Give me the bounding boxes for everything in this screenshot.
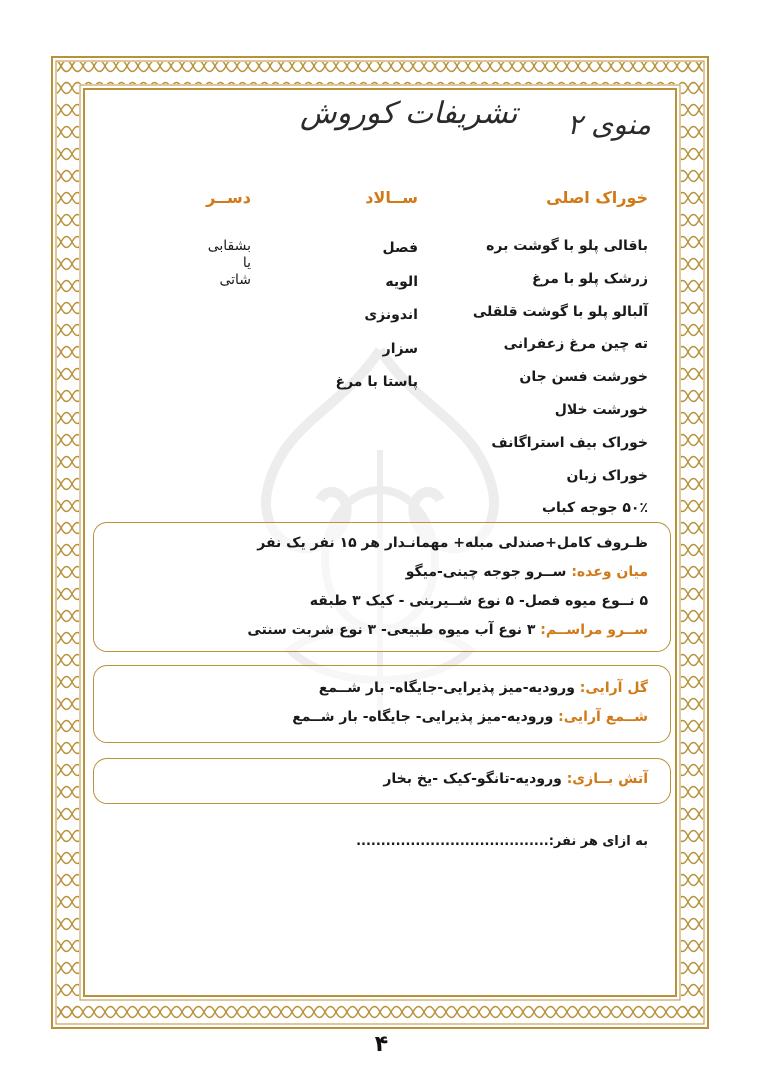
list-item: الویه — [385, 273, 418, 290]
list-item: یا — [242, 255, 251, 271]
fireworks-value: ورودیه-تانگو-کیک -یخ بخار — [383, 771, 567, 787]
list-item: ۵۰٪ جوجه کباب — [541, 500, 648, 517]
snack-line — [104, 558, 648, 587]
candle-value: ورودیه-میز پذیرایی- جایگاه- بار شــمع — [292, 709, 559, 725]
decoration-box — [93, 665, 671, 743]
candle-label: شــمع آرایی: — [558, 709, 648, 725]
list-item: اندونزی — [364, 307, 418, 324]
services-line: ظـروف کامل+صندلی مبله+ مهمانـدار هر ۱۵ نفر یک نفر — [257, 535, 648, 551]
services-box — [93, 522, 671, 652]
list-item: پاستا با مرغ — [335, 374, 418, 391]
list-item: سزار — [382, 340, 418, 357]
ceremony-label: ســرو مراســم: — [540, 622, 648, 638]
company-title: تشریفات کوروش — [300, 96, 518, 131]
snack-value: ســرو جوجه چینی-میگو — [405, 564, 572, 580]
dessert-list — [208, 238, 251, 289]
list-item: فصل — [382, 240, 418, 256]
list-item: زرشک پلو با مرغ — [531, 270, 648, 287]
ceremony-line — [104, 616, 648, 645]
main-course-list — [473, 230, 648, 525]
list-item: ته چین مرغ زعفرانی — [503, 336, 648, 353]
snack-label: میان وعده: — [571, 564, 648, 580]
list-item: خوراک زبان — [566, 467, 648, 484]
main-course-heading: خوراک اصلی — [546, 188, 648, 207]
fireworks-line — [104, 765, 648, 794]
list-item: خورشت خلال — [554, 401, 648, 418]
price-per-person: به ازای هر نفر:....................................... — [356, 834, 648, 849]
list-item: خورشت فسن جان — [519, 369, 648, 386]
flower-value: ورودیه-میز پذیرایی-جایگاه- بار شــمع — [318, 680, 580, 696]
list-item: آلبالو پلو با گوشت قلقلی — [472, 303, 648, 320]
ceremony-value: ۳ نوع آب میوه طبیعی- ۳ نوع شربت سنتی — [247, 622, 541, 638]
salad-list — [336, 232, 418, 400]
dessert-heading: دســر — [206, 188, 251, 207]
list-item: خوراک بیف استراگانف — [491, 434, 648, 451]
fireworks-label: آتش بــازی: — [566, 771, 648, 787]
flower-label: گل آرایی: — [579, 680, 648, 696]
list-item: باقالی پلو با گوشت بره — [486, 238, 648, 254]
list-item: بشقابی — [207, 238, 251, 254]
candle-line — [104, 703, 648, 732]
fireworks-box — [93, 758, 671, 804]
fruit-line: ۵ نــوع میوه فصل- ۵ نوع شــیرینی - کیک ۳ طبقه — [309, 593, 648, 609]
list-item: شاتی — [219, 272, 251, 288]
menu-number: منوی ۲ — [567, 108, 651, 141]
salad-heading: ســالاد — [365, 188, 418, 207]
page-number: ۴ — [374, 1032, 389, 1057]
flower-line — [104, 674, 648, 703]
